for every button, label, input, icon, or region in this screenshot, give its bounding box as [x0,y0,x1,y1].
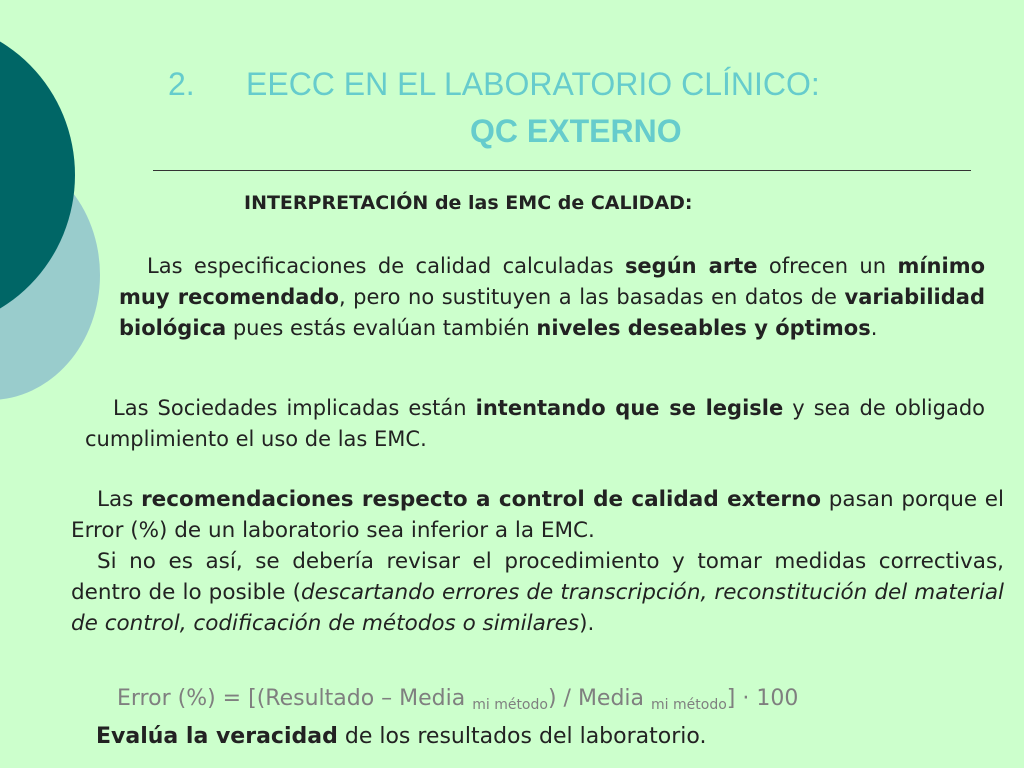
para1-bold1: según arte [624,254,758,278]
para1-bold4: niveles deseables y óptimos [536,316,871,340]
formula-subscript1: mi método [472,697,548,713]
formula-subscript2: mi método [651,697,727,713]
para1-text4: pues estás evalúan también [226,316,537,340]
para1-text1: Las especificaciones de calidad calculadas [147,254,625,278]
section-heading: INTERPRETACIÓN de las EMC de CALIDAD: [244,192,693,214]
para1-bold2: mínimo muy recomendado [119,254,986,309]
conclusion-bold: Evalúa la veracidad [96,724,338,749]
title-line1: EECC EN EL LABORATORIO CLÍNICO: [246,66,820,102]
formula-part3: ] · 100 [726,686,799,711]
conclusion-text: de los resultados del laboratorio. [337,724,707,749]
slide-title [168,66,820,103]
formula-part1: Error (%) = [(Resultado – Media [117,686,473,711]
title-number: 2. [168,66,195,102]
para3-italic1: descartando errores de transcripción, reconstitución del material de control, codificación de métodos o similares [71,580,1004,636]
paragraph-especificaciones [119,251,985,344]
para2-text1: Las Sociedades implicadas están [113,396,476,420]
formula-part2: ) / Media [547,686,652,711]
para3-text4: ). [579,611,595,636]
conclusion-line [96,724,706,749]
para3-text3: Si no es así, se debería revisar el procedimiento y tomar medidas correctivas, dentro de lo posible ( [71,549,1004,605]
para3-text1: Las [97,487,142,512]
para3-text2: pasan porque el Error (%) de un laboratorio sea inferior a la EMC. [71,487,1004,543]
error-formula [117,686,798,713]
para1-bold3: variabilidad biológica [119,285,985,340]
para1-text2: ofrecen un [757,254,898,278]
para1-text3: , pero no sustituyen a las basadas en datos de [338,285,845,309]
para1-text5: . [870,316,878,340]
para2-text2: y sea de obligado cumplimiento el uso de las EMC. [85,396,985,451]
title-divider [153,170,971,171]
paragraph-recomendaciones [71,484,1004,639]
slide-subtitle: QC EXTERNO [470,113,682,149]
paragraph-sociedades [85,393,985,455]
para2-bold1: intentando que se legisle [475,396,784,420]
para3-bold1: recomendaciones respecto a control de calidad externo [141,487,822,512]
